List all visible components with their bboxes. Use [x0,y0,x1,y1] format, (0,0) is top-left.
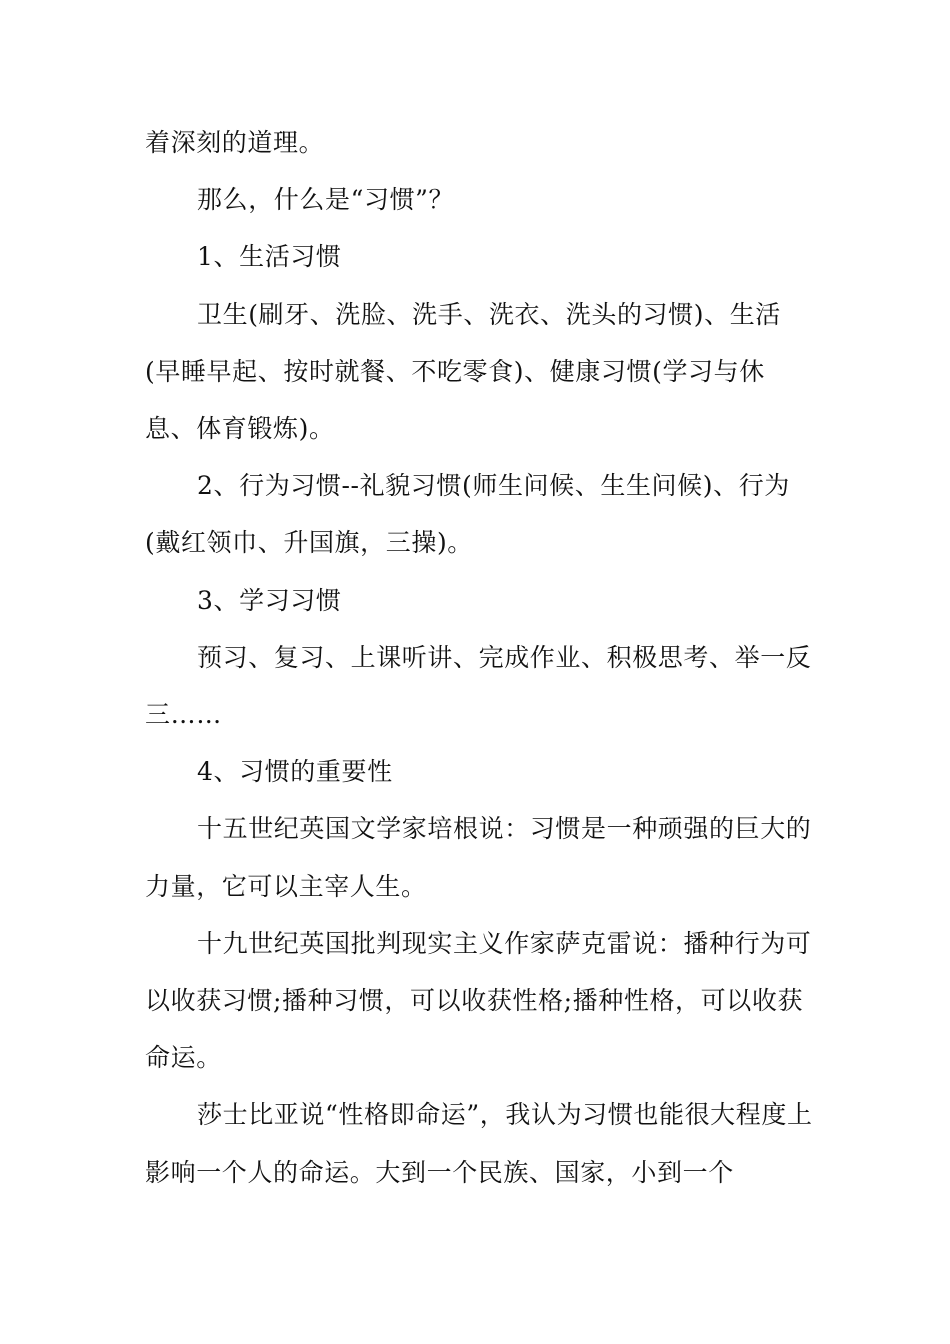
heading-importance: 4、习惯的重要性 [197,757,393,787]
paragraph-study-habits: 预习、复习、上课听讲、完成作业、积极思考、举一反三…… [145,642,812,730]
paragraph-thackeray-quote: 十九世纪英国批判现实主义作家萨克雷说：播种行为可以收获习惯;播种习惯，可以收获性格;播种性格，可以收获命运。 [145,928,812,1073]
heading-study-habits: 3、学习习惯 [197,585,342,615]
paragraph-behavior-habits: 2、行为习惯--礼貌习惯(师生问候、生生问候)、行为(戴红领巾、升国旗，三操)。 [145,471,790,558]
paragraph-bacon-quote: 十五世纪英国文学家培根说：习惯是一种顽强的巨大的力量，它可以主宰人生。 [145,814,812,901]
paragraph-shakespeare-quote: 莎士比亚说“性格即命运”，我认为习惯也能很大程度上影响一个人的命运。大到一个民族、国家，小到一个 [145,1100,813,1187]
heading-life-habits: 1、生活习惯 [197,242,342,272]
paragraph-life-habits: 卫生(刷牙、洗脸、洗手、洗衣、洗头的习惯)、生活(早睡早起、按时就餐、不吃零食)、健康习惯(学习与休息、体育锻炼)。 [145,299,781,444]
paragraph-question: 那么，什么是“习惯”？ [197,185,455,215]
paragraph-continuation: 着深刻的道理。 [145,128,325,157]
document-body [145,114,813,1201]
